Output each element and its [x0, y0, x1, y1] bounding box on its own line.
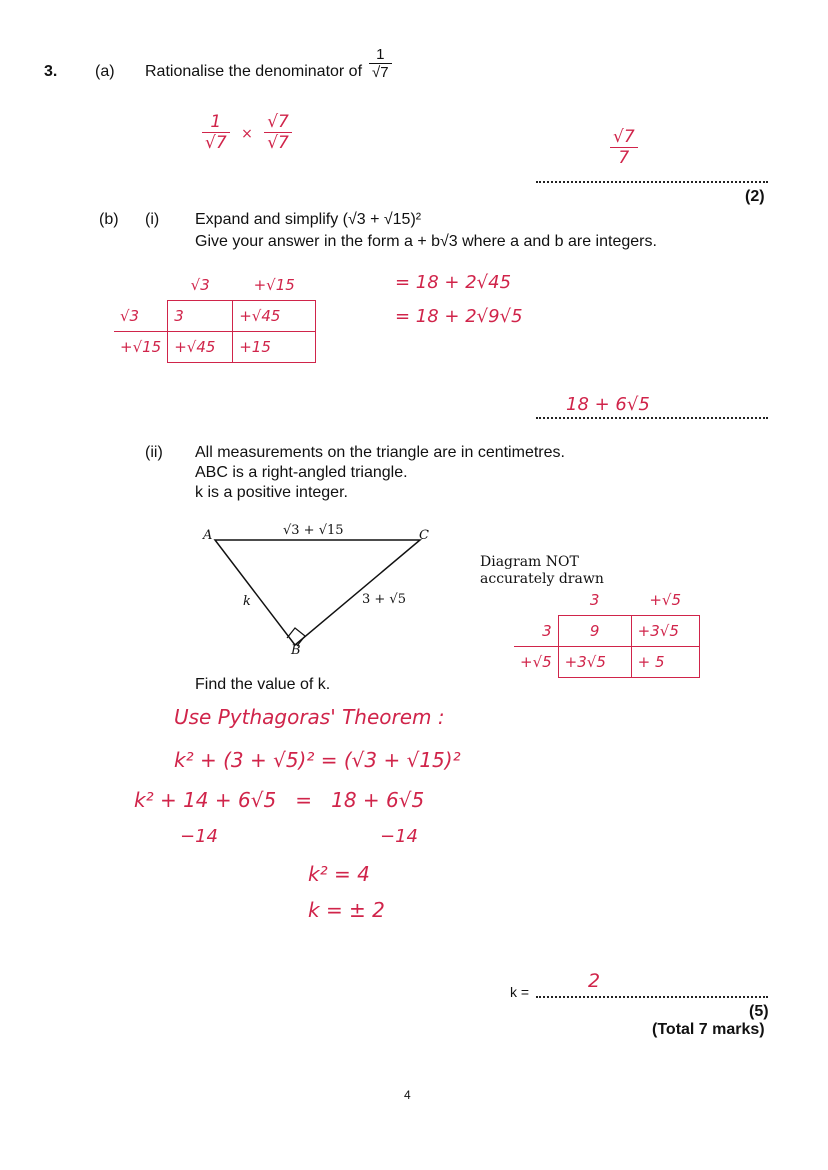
- answer-line-a: [536, 181, 768, 183]
- work-ii-line: k² + 14 + 6√5 = 18 + 6√5: [134, 788, 425, 812]
- grid-ii-cell: 9: [558, 616, 631, 647]
- part-a-prompt: Rationalise the denominator of: [145, 63, 363, 80]
- part-b-i-line2: Give your answer in the form a + b√3 where a and b are integers.: [195, 233, 657, 250]
- fraction-denominator: √7: [372, 64, 389, 81]
- expansion-grid-ii: [514, 585, 700, 678]
- part-b-marks: (5): [749, 1003, 769, 1020]
- work-ii-line: k = ± 2: [308, 898, 385, 922]
- part-b-i-label: (i): [145, 211, 160, 228]
- grid-ii-cell: +3√5: [558, 647, 631, 678]
- part-b-label: (b): [99, 211, 119, 228]
- page-number: 4: [404, 1088, 411, 1102]
- total-marks: (Total 7 marks): [652, 1021, 765, 1038]
- side-ab: k: [243, 594, 251, 609]
- times-sign: ×: [241, 125, 253, 142]
- part-a-fraction: [369, 46, 392, 81]
- vertex-a: A: [203, 528, 213, 543]
- grid-i-row-1-head: √3: [114, 301, 168, 332]
- answer-k-value: 2: [588, 970, 601, 992]
- part-a-answer: [610, 127, 638, 168]
- grid-ii-cell: +3√5: [631, 616, 699, 647]
- part-a-work: [202, 112, 292, 153]
- grid-ii-col-1: 3: [589, 591, 600, 609]
- part-b-i-answer: 18 + 6√5: [566, 394, 650, 415]
- find-prompt: Find the value of k.: [195, 676, 331, 693]
- part-b-ii-line1: All measurements on the triangle are in centimetres.: [195, 444, 565, 461]
- part-b-ii-line3: k is a positive integer.: [195, 484, 348, 501]
- work-den-1: √7: [205, 133, 227, 153]
- vertex-b: B: [291, 643, 301, 658]
- work-i-line2: = 18 + 2√9√5: [395, 306, 523, 327]
- grid-i-col-2: +√15: [253, 276, 295, 294]
- answer-line-b-i: [536, 417, 768, 419]
- grid-ii-cell: + 5: [631, 647, 699, 678]
- side-ac: √3 + √15: [283, 523, 344, 538]
- diagram-note-1: Diagram NOT: [480, 554, 579, 570]
- answer-k-label: k =: [510, 984, 530, 1000]
- work-ii-line: k² + (3 + √5)² = (√3 + √15)²: [174, 748, 461, 772]
- grid-ii-row-1-head: 3: [514, 616, 558, 647]
- part-b-ii-line2: ABC is a right-angled triangle.: [195, 464, 408, 481]
- grid-i-row-2-head: +√15: [114, 332, 168, 363]
- fraction-numerator: 1: [369, 46, 392, 64]
- work-i-line1: = 18 + 2√45: [395, 272, 512, 293]
- grid-i-cell: 3: [168, 301, 233, 332]
- answer-den: 7: [618, 148, 630, 168]
- diagram-note-2: accurately drawn: [480, 571, 604, 587]
- part-b-i-line1: Expand and simplify (√3 + √15)²: [195, 211, 422, 228]
- work-ii-subtract-right: −14: [380, 826, 418, 847]
- grid-ii-col-2: +√5: [649, 591, 681, 609]
- work-ii-subtract-left: −14: [180, 826, 218, 847]
- grid-i-cell: +√45: [168, 332, 233, 363]
- vertex-c: C: [419, 528, 429, 543]
- work-ii-line: k² = 4: [308, 862, 370, 886]
- part-a-label: (a): [95, 63, 115, 80]
- grid-i-cell: +√45: [233, 301, 316, 332]
- side-bc: 3 + √5: [362, 592, 406, 607]
- work-den-2: √7: [267, 133, 289, 153]
- expansion-grid-i: [114, 270, 316, 363]
- work-ii-line: Use Pythagoras' Theorem :: [174, 705, 445, 729]
- part-a-marks: (2): [745, 188, 765, 205]
- answer-line-b-ii: [536, 996, 768, 998]
- grid-i-cell: +15: [233, 332, 316, 363]
- part-b-ii-label: (ii): [145, 444, 163, 461]
- grid-i-col-1: √3: [190, 276, 210, 294]
- work-num-1: 1: [202, 112, 230, 133]
- work-num-2: √7: [264, 112, 292, 133]
- answer-num: √7: [610, 127, 638, 148]
- grid-ii-row-2-head: +√5: [514, 647, 558, 678]
- question-number: 3.: [44, 63, 58, 80]
- triangle-diagram: [190, 520, 440, 660]
